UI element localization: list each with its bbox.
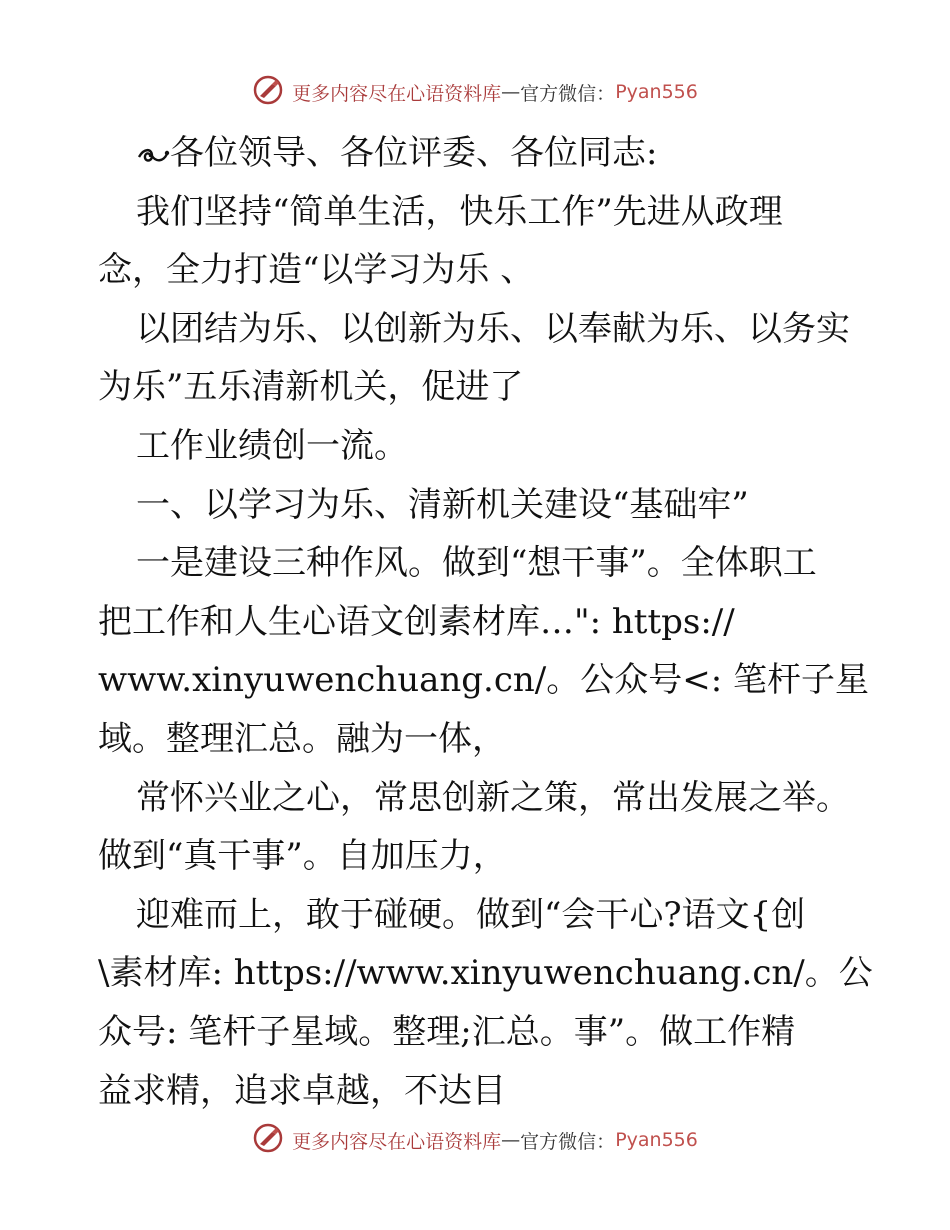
banner-wechat-label: 官方微信： [520, 82, 616, 105]
body-line: 域。整理汇总。融为一体， [98, 718, 506, 759]
banner-wechat-label: 官方微信： [520, 1130, 616, 1153]
banner-wechat-id: Pyan556 [615, 1129, 698, 1151]
body-line [98, 124, 858, 183]
header-banner [0, 72, 950, 112]
body-line: 常怀兴业之心，常思创新之策，常出发展之举。 [136, 777, 850, 818]
body-line: 为乐”五乐清新机关，促进了 [98, 367, 524, 408]
body-line: 一是建设三种作风。做到“想干事”。全体职工 [136, 543, 817, 584]
footer-banner [0, 1120, 950, 1160]
section-heading: 一、以学习为乐、清新机关建设“基础牢” [136, 484, 749, 525]
body-line: \素材库: https://www.xinyuwenchuang.cn/。公 [98, 953, 873, 994]
ornament-icon [136, 133, 170, 173]
pen-nib-logo-icon [252, 74, 284, 111]
banner-text: 更多内容尽在心语资料库 [292, 82, 502, 105]
banner-separator: — [501, 1129, 521, 1151]
body-line: 把工作和人生心语文创素材库…": https:// [98, 601, 735, 642]
body-line-text: 各位领导、各位评委、各位同志: [170, 133, 658, 173]
body-line: www.xinyuwenchuang.cn/。公众号<: 笔杆子星 [98, 660, 869, 701]
body-line: 我们坚持“简单生活，快乐工作”先进从政理 [136, 191, 783, 232]
body-line: 益求精，追求卓越，不达目 [98, 1070, 506, 1111]
body-line: 以团结为乐、以创新为乐、以奉献为乐、以务实 [136, 308, 850, 349]
body-line: 众号: 笔杆子星域。整理;汇总。事”。做工作精 [98, 1011, 796, 1052]
document-body [98, 124, 873, 1120]
body-line: 念，全力打造“以学习为乐 、 [98, 250, 535, 291]
banner-wechat-id: Pyan556 [615, 81, 698, 103]
pen-nib-logo-icon [252, 1122, 284, 1159]
banner-separator: — [501, 81, 521, 103]
body-line: 迎难而上，敢于碰硬。做到“会干心?语文{创 [136, 894, 806, 935]
body-line: 工作业绩创一流。 [136, 425, 408, 466]
banner-text: 更多内容尽在心语资料库 [292, 1130, 502, 1153]
body-line: 做到“真干事”。自加压力， [98, 836, 507, 877]
